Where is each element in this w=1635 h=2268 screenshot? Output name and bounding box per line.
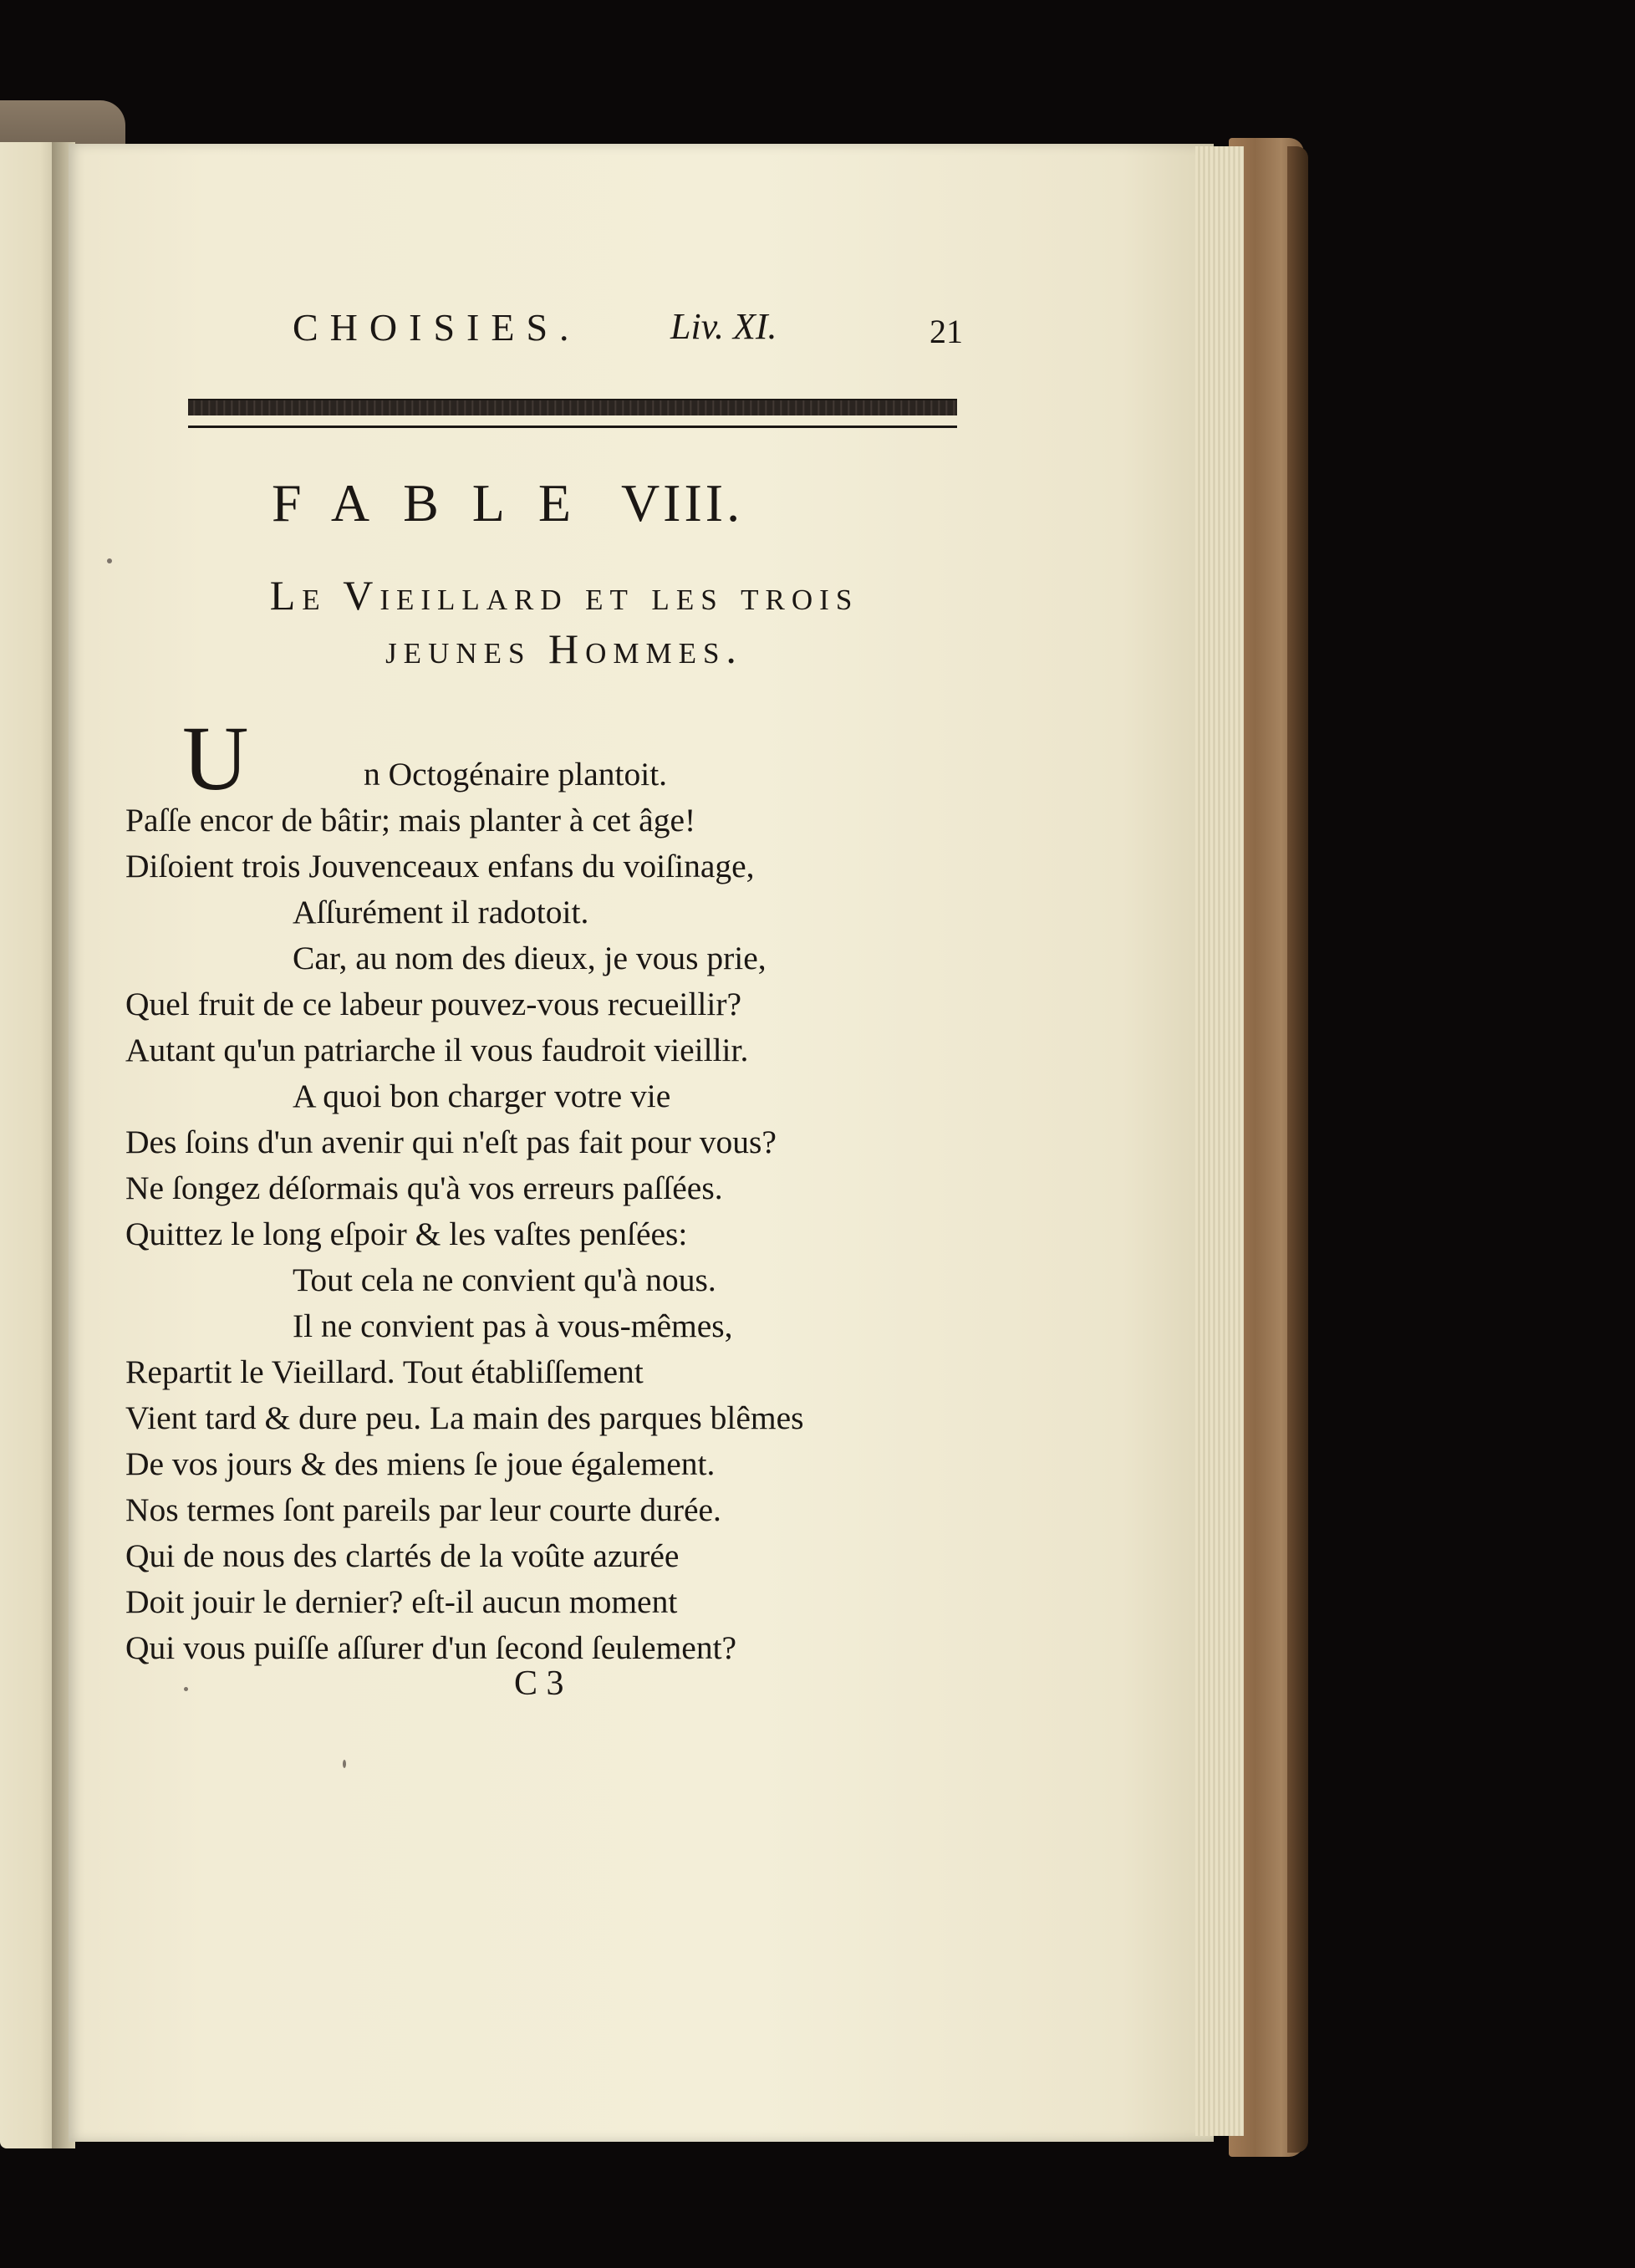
poem-line: Paſſe encor de bâtir; mais planter à cet âge! [125, 802, 696, 838]
page-number: 21 [930, 313, 963, 350]
poem-line: Tout cela ne convient qu'à nous. [293, 1261, 716, 1298]
poem-line: Repartit le Vieillard. Tout établiſſement [125, 1353, 644, 1390]
poem-line: Quittez le long eſpoir & les vaſtes penſées: [125, 1216, 688, 1252]
subtitle-line-2: jeunes Hommes. [385, 625, 743, 672]
poem-line: Des ſoins d'un avenir qui n'eſt pas fait pour vous? [125, 1124, 777, 1160]
fable-subtitle [209, 568, 919, 675]
poem-line: A quoi bon charger votre vie [293, 1078, 671, 1114]
ornamental-rule [188, 399, 957, 415]
poem-line: Ne ſongez déſormais qu'à vos erreurs paſſées. [125, 1170, 723, 1206]
fable-number: VIII. [620, 473, 744, 533]
paper-speck [343, 1760, 346, 1768]
fable-title [272, 472, 743, 534]
fable-label: FABLE [272, 473, 604, 533]
poem-line: Il ne convient pas à vous-mêmes, [293, 1307, 733, 1344]
poem-line: Nos termes ſont pareils par leur courte durée. [125, 1491, 721, 1528]
running-head-title: CHOISIES. [293, 306, 581, 349]
running-head [167, 305, 970, 355]
poem-line: Autant qu'un patriarche il vous faudroit vieillir. [125, 1032, 749, 1068]
poem-line: De vos jours & des miens ſe joue également. [125, 1445, 716, 1482]
poem-line: Vient tard & dure peu. La main des parques blêmes [125, 1399, 804, 1436]
poem-line: Qui vous puiſſe aſſurer d'un ſecond ſeulement? [125, 1629, 737, 1666]
page-edges [1195, 146, 1244, 2136]
thin-rule [188, 426, 957, 428]
subtitle-line-1: Le Vieillard et les trois [269, 572, 859, 619]
poem-line: Car, au nom des dieux, je vous prie, [293, 940, 767, 976]
drop-cap: U [182, 707, 249, 809]
poem-line: n Octogénaire plantoit. [364, 756, 668, 793]
book-spine-shadow [1287, 146, 1308, 2153]
paper-speck [184, 1687, 188, 1691]
running-head-book: Liv. XI. [670, 306, 777, 347]
poem-line: Diſoient trois Jouvenceaux enfans du voiſinage, [125, 848, 755, 884]
poem-line: Qui de nous des clartés de la voûte azurée [125, 1537, 680, 1574]
poem-line: Aſſurément il radotoit. [293, 894, 589, 930]
poem-line: Quel fruit de ce labeur pouvez-vous recueillir? [125, 986, 741, 1022]
signature-mark: C 3 [514, 1664, 564, 1703]
paper-speck [107, 558, 112, 563]
poem-line: Doit jouir le dernier? eſt-il aucun moment [125, 1583, 678, 1620]
